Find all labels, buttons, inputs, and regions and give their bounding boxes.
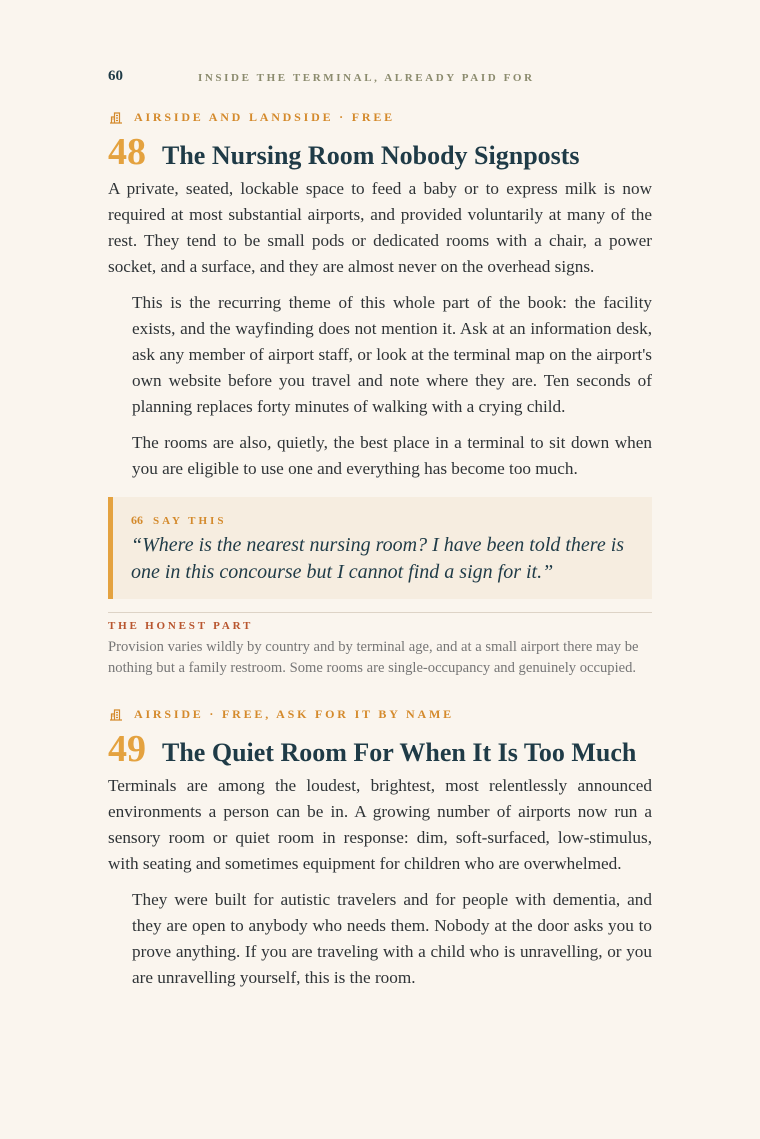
entry-kicker xyxy=(108,108,652,126)
divider xyxy=(108,612,652,613)
body-paragraph: A private, seated, lockable space to feed a baby or to express milk is now required at most substantial airports, and provided voluntarily at many of the rest. They tend to be small pods or dedicated rooms with a chair, a power socket, and a surface, and they are almost never on the overhead signs. xyxy=(108,179,652,276)
entry-number: 48 xyxy=(108,131,146,173)
quote-icon: 66 xyxy=(131,513,143,527)
callout-label-text: SAY THIS xyxy=(153,515,227,527)
building-icon xyxy=(109,110,123,124)
entry-48 xyxy=(108,108,652,482)
entry-title: The Nursing Room Nobody Signposts xyxy=(162,141,580,170)
entry-number: 49 xyxy=(108,728,146,770)
say-this-callout xyxy=(108,497,652,599)
entry-heading xyxy=(108,132,652,172)
building-icon xyxy=(109,707,123,721)
running-header xyxy=(108,68,652,88)
entry-kicker xyxy=(108,705,652,723)
body-paragraph: The rooms are also, quietly, the best place in a terminal to sit down when you are eligible to use one and everything has become too much. xyxy=(132,433,652,478)
honest-part-label: THE HONEST PART xyxy=(108,620,254,632)
entry-49 xyxy=(108,705,652,991)
page-number: 60 xyxy=(108,68,123,84)
callout-label xyxy=(131,513,226,528)
body-paragraph: Terminals are among the loudest, brightest, most relentlessly announced environments a person can be in. A growing number of airports now run a sensory room or quiet room in response: dim, soft-surfaced, low-stimulus, with seating and sometimes equipment for children who are overwhelmed. xyxy=(108,776,652,873)
entry-heading xyxy=(108,729,652,769)
body-paragraph: This is the recurring theme of this whole part of the book: the facility exists, and the wayfinding does not mention it. Ask at an information desk, ask any member of airport staff, or look at the terminal map on the airport's own website before you travel and note where they are. Ten seconds of planning replaces forty minutes of walking with a crying child. xyxy=(132,293,652,416)
entry-title: The Quiet Room For When It Is Too Much xyxy=(162,738,637,767)
callout-quote: “Where is the nearest nursing room? I have been told there is one in this concourse but I cannot find a sign for it.” xyxy=(131,534,625,583)
kicker-label: AIRSIDE AND LANDSIDE · FREE xyxy=(134,109,395,124)
body-paragraph: They were built for autistic travelers and for people with dementia, and they are open to anybody who needs them. Nobody at the door asks you to prove anything. If you are traveling with a child who is unravelling, or you are unravelling yourself, this is the room. xyxy=(132,890,652,987)
running-title: INSIDE THE TERMINAL, ALREADY PAID FOR xyxy=(198,72,535,84)
kicker-label: AIRSIDE · FREE, ASK FOR IT BY NAME xyxy=(134,706,454,721)
honest-part-text: Provision varies wildly by country and by terminal age, and at a small airport there may be nothing but a family restroom. Some rooms are single-occupancy and genuinely occupied. xyxy=(108,639,639,676)
